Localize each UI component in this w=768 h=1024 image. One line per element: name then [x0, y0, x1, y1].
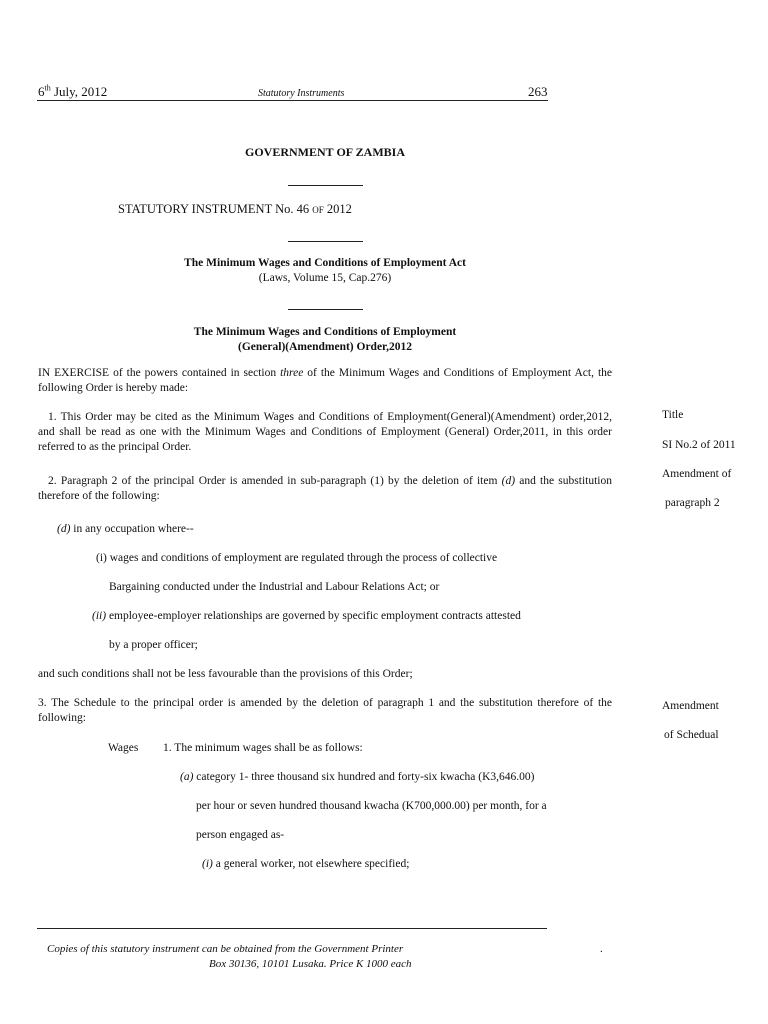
paragraph-3: 3. The Schedule to the principal order is amended by the deletion of paragraph 1 and the substitution therefore of the following:: [38, 697, 612, 724]
item-ii-line2: by a proper officer;: [109, 639, 198, 651]
instrument-number: STATUTORY INSTRUMENT No. 46 OF 2012: [118, 202, 352, 216]
order-title-line2: (General)(Amendment) Order,2012: [238, 341, 412, 353]
category-a-line3: person engaged as-: [196, 829, 285, 841]
margin-note-amendment-1: Amendment of: [662, 468, 732, 480]
margin-note-title: Title: [662, 409, 684, 421]
separator-1: [288, 185, 363, 186]
separator-2: [288, 241, 363, 242]
item-i-line2: Bargaining conducted under the Industrial and Labour Relations Act; or: [109, 581, 440, 593]
paragraph-1: 1. This Order may be cited as the Minimum Wages and Conditions of Employment(General)(Amendment) order,2012, and shall be read as one with the Minimum Wages and Conditions of Employment (General) Order,2011, in this order referred to as the principal Order.: [38, 411, 612, 453]
footer-rule: [37, 928, 547, 929]
category-a-line2: per hour or seven hundred thousand kwacha (K700,000.00) per month, for a: [196, 800, 547, 812]
conditions-clause: and such conditions shall not be less favourable than the provisions of this Order;: [38, 668, 413, 680]
header-rule: [37, 100, 548, 101]
wages-item-1: 1. The minimum wages shall be as follows:: [163, 742, 363, 754]
category-a-item-i: (i) a general worker, not elsewhere specified;: [202, 858, 410, 870]
wages-label: Wages: [108, 742, 139, 754]
footer-line2: Box 30136, 10101 Lusaka. Price K 1000 each: [209, 958, 412, 970]
paragraph-2: 2. Paragraph 2 of the principal Order is amended in sub-paragraph (1) by the deletion of item (d) and the substitution therefore of the following:: [38, 475, 612, 502]
margin-note-paragraph-2: paragraph 2: [665, 497, 720, 509]
order-title-line1: The Minimum Wages and Conditions of Employment: [193, 326, 457, 338]
footer-line1: Copies of this statutory instrument can be obtained from the Government Printer: [47, 943, 404, 955]
item-d: (d) in any occupation where--: [57, 523, 194, 535]
page-number: 263: [528, 84, 548, 99]
item-ii-line1: (ii) employee-employer relationships are governed by specific employment contracts attested: [92, 610, 521, 622]
margin-note-schedule: of Schedual: [664, 729, 719, 741]
separator-3: [288, 309, 363, 310]
preamble: IN EXERCISE of the powers contained in section three of the Minimum Wages and Conditions of Employment Act, the following Order is hereby made:: [38, 367, 612, 394]
header-date: 6th July, 2012: [38, 83, 108, 99]
act-name: The Minimum Wages and Conditions of Employment Act: [184, 257, 466, 269]
category-a-line1: (a) category 1- three thousand six hundred and forty-six kwacha (K3,646.00): [180, 771, 535, 783]
margin-note-si: SI No.2 of 2011: [662, 439, 736, 451]
government-heading: GOVERNMENT OF ZAMBIA: [244, 145, 405, 159]
footer-dot: .: [600, 943, 603, 955]
act-reference: (Laws, Volume 15, Cap.276): [258, 272, 392, 284]
header-title: Statutory Instruments: [258, 88, 345, 99]
margin-note-amendment-2: Amendment: [662, 700, 719, 712]
item-i-line1: (i) wages and conditions of employment are regulated through the process of collective: [96, 552, 498, 564]
